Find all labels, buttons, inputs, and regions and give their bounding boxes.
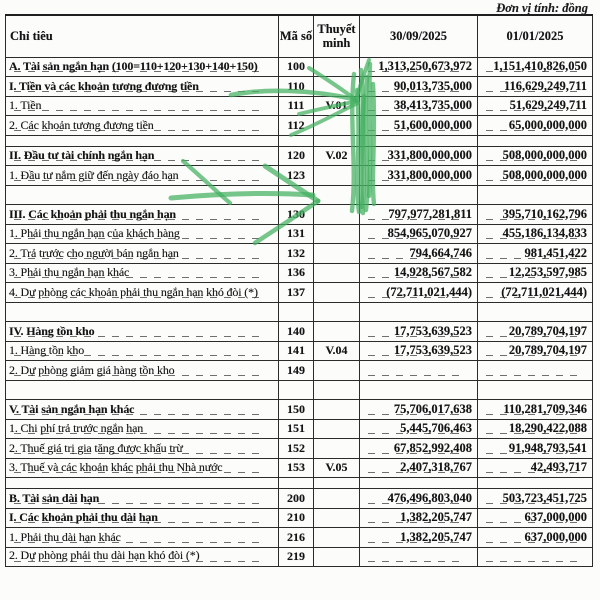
- row-value-current-cell: 1,382,205,747: [360, 508, 478, 528]
- row-code-cell: 216: [279, 528, 314, 548]
- table-row: [6, 341, 593, 361]
- spacer-cell: [314, 135, 360, 146]
- spacer-cell: [279, 380, 314, 400]
- spacer-cell: [6, 302, 279, 322]
- row-note-cell: [314, 508, 360, 528]
- row-code-cell: 100: [279, 57, 314, 77]
- row-value-current-cell: 17,753,639,523: [360, 341, 478, 361]
- row-code-cell: 200: [279, 489, 314, 509]
- spacer-cell: [360, 478, 478, 489]
- row-note-cell: [314, 224, 360, 244]
- spacer-cell: [279, 135, 314, 146]
- table-row: [6, 283, 593, 303]
- row-label-cell: 1. Tiền: [6, 96, 279, 116]
- table-row: [6, 439, 593, 459]
- row-value-prior-cell: (72,711,021,444): [478, 283, 593, 303]
- row-value-prior-cell: 637,000,000: [478, 508, 593, 528]
- row-note-cell: [314, 419, 360, 439]
- row-value-current-cell: 331,800,000,000: [360, 166, 478, 186]
- row-code-cell: 130: [279, 205, 314, 225]
- table-row: [6, 547, 593, 567]
- row-label-cell: 1. Phải thu ngắn hạn của khách hàng: [6, 224, 279, 244]
- row-value-current-cell: [360, 547, 478, 567]
- table-row: [6, 458, 593, 478]
- row-label-cell: I. Các khoản phải thu dài hạn: [6, 508, 279, 528]
- row-value-current-cell: 38,413,735,000: [360, 96, 478, 116]
- row-note-cell: [314, 528, 360, 548]
- row-code-cell: 150: [279, 400, 314, 420]
- unit-note: Đơn vị tính: đồng: [496, 1, 588, 15]
- row-label-cell: III. Các khoản phải thu ngắn hạn: [6, 205, 279, 225]
- table-row: [6, 57, 593, 77]
- row-value-current-cell: 5,445,706,463: [360, 419, 478, 439]
- row-label-cell: II. Đầu tư tài chính ngắn hạn: [6, 146, 279, 166]
- spacer-row: [6, 478, 593, 489]
- spacer-cell: [360, 185, 478, 205]
- row-note-cell: [314, 439, 360, 459]
- row-label-cell: A. Tài sản ngắn hạn (100=110+120+130+140+150): [6, 57, 279, 77]
- table-row: [6, 77, 593, 97]
- spacer-cell: [360, 135, 478, 146]
- row-code-cell: 112: [279, 116, 314, 136]
- row-value-prior-cell: 508,000,000,000: [478, 166, 593, 186]
- row-value-prior-cell: 65,000,000,000: [478, 116, 593, 136]
- row-code-cell: 111: [279, 96, 314, 116]
- row-code-cell: 132: [279, 244, 314, 264]
- spacer-cell: [279, 185, 314, 205]
- spacer-cell: [478, 380, 593, 400]
- row-note-cell: [314, 205, 360, 225]
- row-note-cell: [314, 263, 360, 283]
- row-code-cell: 136: [279, 263, 314, 283]
- row-label-cell: 1. Đầu tư nắm giữ đến ngày đáo hạn: [6, 166, 279, 186]
- row-note-cell: [314, 361, 360, 381]
- row-note-cell: [314, 283, 360, 303]
- row-value-current-cell: [360, 361, 478, 381]
- row-value-current-cell: (72,711,021,444): [360, 283, 478, 303]
- header-cell-criteria: Chỉ tiêu: [6, 15, 279, 57]
- row-note-cell: [314, 322, 360, 342]
- row-value-current-cell: 331,800,000,000: [360, 146, 478, 166]
- row-value-current-cell: 2,407,318,767: [360, 458, 478, 478]
- row-note-cell: [314, 57, 360, 77]
- spacer-cell: [314, 185, 360, 205]
- row-value-current-cell: 67,852,992,408: [360, 439, 478, 459]
- row-value-current-cell: 854,965,070,927: [360, 224, 478, 244]
- row-value-prior-cell: [478, 361, 593, 381]
- row-label-cell: IV. Hàng tồn kho: [6, 322, 279, 342]
- row-note-cell: [314, 116, 360, 136]
- row-note-cell: [314, 489, 360, 509]
- header-row: [6, 15, 593, 57]
- spacer-cell: [478, 478, 593, 489]
- row-value-prior-cell: 395,710,162,796: [478, 205, 593, 225]
- row-value-prior-cell: 455,186,134,833: [478, 224, 593, 244]
- row-value-prior-cell: 981,451,422: [478, 244, 593, 264]
- row-value-prior-cell: 503,723,451,725: [478, 489, 593, 509]
- spacer-row: [6, 380, 593, 400]
- row-value-current-cell: 51,600,000,000: [360, 116, 478, 136]
- row-code-cell: 110: [279, 77, 314, 97]
- row-code-cell: 152: [279, 439, 314, 459]
- row-label-cell: I. Tiền và các khoản tương đương tiền: [6, 77, 279, 97]
- row-label-cell: 2. Các khoản tương đương tiền: [6, 116, 279, 136]
- table-row: [6, 361, 593, 381]
- row-value-current-cell: 1,382,205,747: [360, 528, 478, 548]
- row-note-cell: [314, 400, 360, 420]
- spacer-cell: [478, 302, 593, 322]
- table-row: [6, 166, 593, 186]
- row-label-cell: 4. Dự phòng các khoản phải thu ngắn hạn khó đòi (*): [6, 283, 279, 303]
- row-code-cell: 120: [279, 146, 314, 166]
- table-row: [6, 146, 593, 166]
- row-code-cell: 210: [279, 508, 314, 528]
- balance-sheet-table: [5, 14, 593, 567]
- row-label-cell: V. Tài sản ngắn hạn khác: [6, 400, 279, 420]
- row-value-current-cell: 476,496,803,040: [360, 489, 478, 509]
- spacer-cell: [279, 478, 314, 489]
- row-code-cell: 219: [279, 547, 314, 567]
- row-label-cell: 1. Chi phí trả trước ngắn hạn: [6, 419, 279, 439]
- header-cell-current-period: 30/09/2025: [360, 15, 478, 57]
- spacer-cell: [478, 185, 593, 205]
- table-row: [6, 116, 593, 136]
- row-value-prior-cell: 116,629,249,711: [478, 77, 593, 97]
- row-value-current-cell: 17,753,639,523: [360, 322, 478, 342]
- row-value-current-cell: 90,013,735,000: [360, 77, 478, 97]
- row-label-cell: B. Tài sản dài hạn: [6, 489, 279, 509]
- row-label-cell: 3. Phải thu ngắn hạn khác: [6, 263, 279, 283]
- row-label-cell: 1. Hàng tồn kho: [6, 341, 279, 361]
- header-cell-prior-period: 01/01/2025: [478, 15, 593, 57]
- row-note-cell: [314, 77, 360, 97]
- row-code-cell: 123: [279, 166, 314, 186]
- row-value-prior-cell: 20,789,704,197: [478, 341, 593, 361]
- spacer-cell: [314, 302, 360, 322]
- header-cell-code: Mã số: [279, 15, 314, 57]
- spacer-cell: [360, 380, 478, 400]
- table-row: [6, 244, 593, 264]
- row-code-cell: 141: [279, 341, 314, 361]
- row-value-current-cell: 14,928,567,582: [360, 263, 478, 283]
- row-value-prior-cell: 1,151,410,826,050: [478, 57, 593, 77]
- row-value-prior-cell: 637,000,000: [478, 528, 593, 548]
- table-body: [6, 57, 593, 567]
- spacer-cell: [279, 302, 314, 322]
- table-row: [6, 96, 593, 116]
- row-note-cell: V.01: [314, 96, 360, 116]
- row-code-cell: 149: [279, 361, 314, 381]
- spacer-cell: [6, 478, 279, 489]
- spacer-cell: [314, 380, 360, 400]
- row-value-prior-cell: 12,253,597,985: [478, 263, 593, 283]
- table-row: [6, 419, 593, 439]
- spacer-cell: [314, 478, 360, 489]
- row-note-cell: V.02: [314, 146, 360, 166]
- row-value-prior-cell: 20,789,704,197: [478, 322, 593, 342]
- row-value-prior-cell: 51,629,249,711: [478, 96, 593, 116]
- spacer-row: [6, 302, 593, 322]
- row-note-cell: V.05: [314, 458, 360, 478]
- table-row: [6, 508, 593, 528]
- row-value-current-cell: 75,706,017,638: [360, 400, 478, 420]
- spacer-cell: [360, 302, 478, 322]
- row-code-cell: 131: [279, 224, 314, 244]
- table-row: [6, 263, 593, 283]
- spacer-cell: [6, 135, 279, 146]
- spacer-cell: [6, 380, 279, 400]
- row-label-cell: 3. Thuế và các khoản khác phải thu Nhà nước: [6, 458, 279, 478]
- row-value-prior-cell: 110,281,709,346: [478, 400, 593, 420]
- row-value-current-cell: 797,977,281,811: [360, 205, 478, 225]
- row-label-cell: 2. Thuế giá trị gia tăng được khấu trừ: [6, 439, 279, 459]
- row-code-cell: 153: [279, 458, 314, 478]
- spacer-row: [6, 185, 593, 205]
- row-value-prior-cell: 18,290,422,088: [478, 419, 593, 439]
- spacer-cell: [6, 185, 279, 205]
- row-note-cell: [314, 244, 360, 264]
- row-label-cell: 2. Dự phòng phải thu dài hạn khó đòi (*): [6, 547, 279, 567]
- row-label-cell: 2. Trả trước cho người bán ngắn hạn: [6, 244, 279, 264]
- table-row: [6, 322, 593, 342]
- spacer-row: [6, 135, 593, 146]
- row-note-cell: [314, 166, 360, 186]
- row-note-cell: V.04: [314, 341, 360, 361]
- table-row: [6, 489, 593, 509]
- row-note-cell: [314, 547, 360, 567]
- row-value-current-cell: 1,313,250,673,972: [360, 57, 478, 77]
- row-label-cell: 2. Dự phòng giảm giá hàng tồn kho: [6, 361, 279, 381]
- table-row: [6, 205, 593, 225]
- spacer-cell: [478, 135, 593, 146]
- header-cell-notes: Thuyết minh: [314, 15, 360, 57]
- row-code-cell: 137: [279, 283, 314, 303]
- table-row: [6, 400, 593, 420]
- row-value-prior-cell: 508,000,000,000: [478, 146, 593, 166]
- table-row: [6, 224, 593, 244]
- table-row: [6, 528, 593, 548]
- row-value-prior-cell: [478, 547, 593, 567]
- row-code-cell: 140: [279, 322, 314, 342]
- row-value-prior-cell: 42,493,717: [478, 458, 593, 478]
- row-value-current-cell: 794,664,746: [360, 244, 478, 264]
- row-value-prior-cell: 91,948,793,541: [478, 439, 593, 459]
- row-code-cell: 151: [279, 419, 314, 439]
- row-label-cell: 1. Phải thu dài hạn khác: [6, 528, 279, 548]
